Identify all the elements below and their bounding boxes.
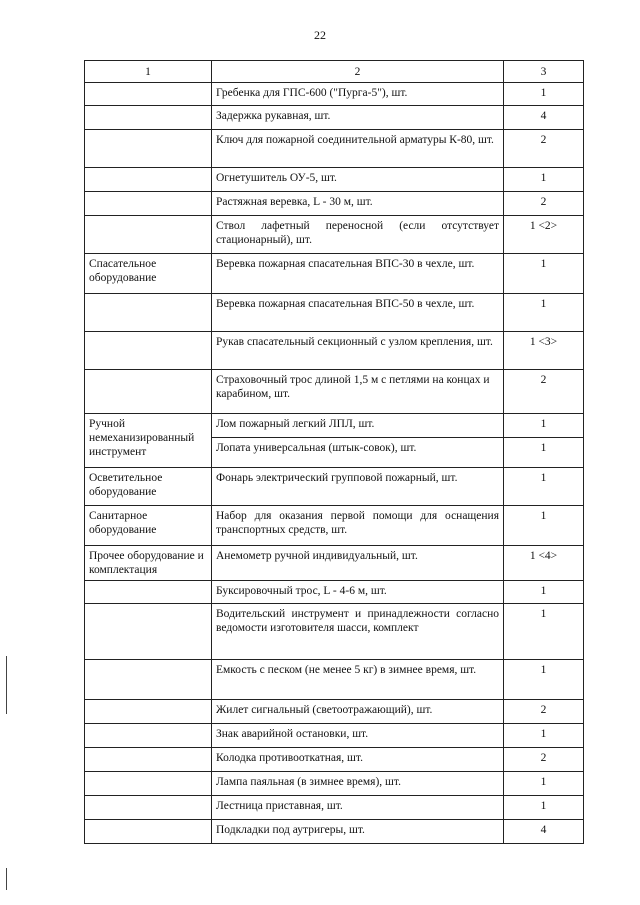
table-row (85, 370, 584, 414)
table-row (85, 294, 584, 332)
table-row (85, 506, 584, 546)
item-cell: Веревка пожарная спасательная ВПС-50 в чехле, шт. (212, 294, 504, 332)
category-cell (85, 106, 212, 130)
item-cell: Лестница приставная, шт. (212, 796, 504, 820)
category-cell: Санитарное оборудование (85, 506, 212, 546)
table-row (85, 660, 584, 700)
category-cell (85, 168, 212, 192)
table-row (85, 332, 584, 370)
table-row (85, 254, 584, 294)
category-cell (85, 796, 212, 820)
qty-cell: 1 (504, 83, 584, 106)
qty-cell: 1 <4> (504, 546, 584, 581)
qty-cell: 1 <2> (504, 216, 584, 254)
qty-cell: 2 (504, 130, 584, 168)
category-cell (85, 332, 212, 370)
category-cell: Осветительное оборудование (85, 468, 212, 506)
item-cell: Водительский инструмент и принадлежности согласно ведомости изготовителя шасси, комплект (212, 604, 504, 660)
scan-margin-mark (6, 656, 7, 714)
item-cell: Ствол лафетный переносной (если отсутствует стационарный), шт. (212, 216, 504, 254)
category-cell: Прочее оборудование и комплектация (85, 546, 212, 581)
item-cell: Знак аварийной остановки, шт. (212, 724, 504, 748)
category-cell (85, 83, 212, 106)
table-row (85, 468, 584, 506)
qty-cell: 1 (504, 604, 584, 660)
qty-cell: 1 (504, 660, 584, 700)
qty-cell: 4 (504, 820, 584, 844)
table-row (85, 724, 584, 748)
qty-cell: 1 (504, 168, 584, 192)
column-header-1: 1 (85, 61, 212, 83)
item-cell: Фонарь электрический групповой пожарный, шт. (212, 468, 504, 506)
item-cell: Лом пожарный легкий ЛПЛ, шт. (212, 414, 504, 438)
category-cell (85, 700, 212, 724)
header-row (85, 61, 584, 83)
qty-cell: 4 (504, 106, 584, 130)
item-cell: Веревка пожарная спасательная ВПС-30 в чехле, шт. (212, 254, 504, 294)
qty-cell: 2 (504, 370, 584, 414)
qty-cell: 1 (504, 254, 584, 294)
category-cell (85, 820, 212, 844)
table-row (85, 168, 584, 192)
equipment-table (84, 60, 584, 844)
qty-cell: 1 (504, 772, 584, 796)
category-cell (85, 581, 212, 604)
item-cell: Страховочный трос длиной 1,5 м с петлями на концах и карабином, шт. (212, 370, 504, 414)
category-cell (85, 294, 212, 332)
table-row (85, 130, 584, 168)
category-cell (85, 216, 212, 254)
item-cell: Жилет сигнальный (светоотражающий), шт. (212, 700, 504, 724)
category-cell (85, 604, 212, 660)
item-cell: Лампа паяльная (в зимнее время), шт. (212, 772, 504, 796)
table-row (85, 83, 584, 106)
qty-cell: 1 <3> (504, 332, 584, 370)
table-row (85, 546, 584, 581)
table-row (85, 216, 584, 254)
qty-cell: 1 (504, 294, 584, 332)
table-row (85, 700, 584, 724)
qty-cell: 1 (504, 724, 584, 748)
item-cell: Колодка противооткатная, шт. (212, 748, 504, 772)
qty-cell: 1 (504, 468, 584, 506)
table-row (85, 604, 584, 660)
item-cell: Ключ для пожарной соединительной арматуры К-80, шт. (212, 130, 504, 168)
qty-cell: 2 (504, 700, 584, 724)
category-cell (85, 192, 212, 216)
qty-cell: 1 (504, 438, 584, 468)
column-header-3: 3 (504, 61, 584, 83)
item-cell: Подкладки под аутригеры, шт. (212, 820, 504, 844)
item-cell: Буксировочный трос, L - 4-6 м, шт. (212, 581, 504, 604)
item-cell: Рукав спасательный секционный с узлом крепления, шт. (212, 332, 504, 370)
category-cell (85, 370, 212, 414)
qty-cell: 2 (504, 192, 584, 216)
table-row (85, 796, 584, 820)
qty-cell: 1 (504, 506, 584, 546)
item-cell: Лопата универсальная (штык-совок), шт. (212, 438, 504, 468)
category-cell (85, 660, 212, 700)
item-cell: Набор для оказания первой помощи для оснащения транспортных средств, шт. (212, 506, 504, 546)
category-cell: Ручной немеханизированный инструмент (85, 414, 212, 468)
category-cell (85, 748, 212, 772)
table-row (85, 820, 584, 844)
item-cell: Гребенка для ГПС-600 ("Пурга-5"), шт. (212, 83, 504, 106)
item-cell: Емкость с песком (не менее 5 кг) в зимнее время, шт. (212, 660, 504, 700)
table-row (85, 581, 584, 604)
category-cell: Спасательное оборудование (85, 254, 212, 294)
qty-cell: 1 (504, 414, 584, 438)
table-row (85, 772, 584, 796)
table-row (85, 192, 584, 216)
column-header-2: 2 (212, 61, 504, 83)
item-cell: Задержка рукавная, шт. (212, 106, 504, 130)
scan-margin-mark (6, 868, 7, 890)
table-row (85, 414, 584, 438)
category-cell (85, 130, 212, 168)
category-cell (85, 772, 212, 796)
page-number: 22 (314, 28, 326, 42)
qty-cell: 1 (504, 796, 584, 820)
category-cell (85, 724, 212, 748)
table-row (85, 748, 584, 772)
qty-cell: 1 (504, 581, 584, 604)
qty-cell: 2 (504, 748, 584, 772)
table-row (85, 106, 584, 130)
item-cell: Анемометр ручной индивидуальный, шт. (212, 546, 504, 581)
item-cell: Огнетушитель ОУ-5, шт. (212, 168, 504, 192)
item-cell: Растяжная веревка, L - 30 м, шт. (212, 192, 504, 216)
